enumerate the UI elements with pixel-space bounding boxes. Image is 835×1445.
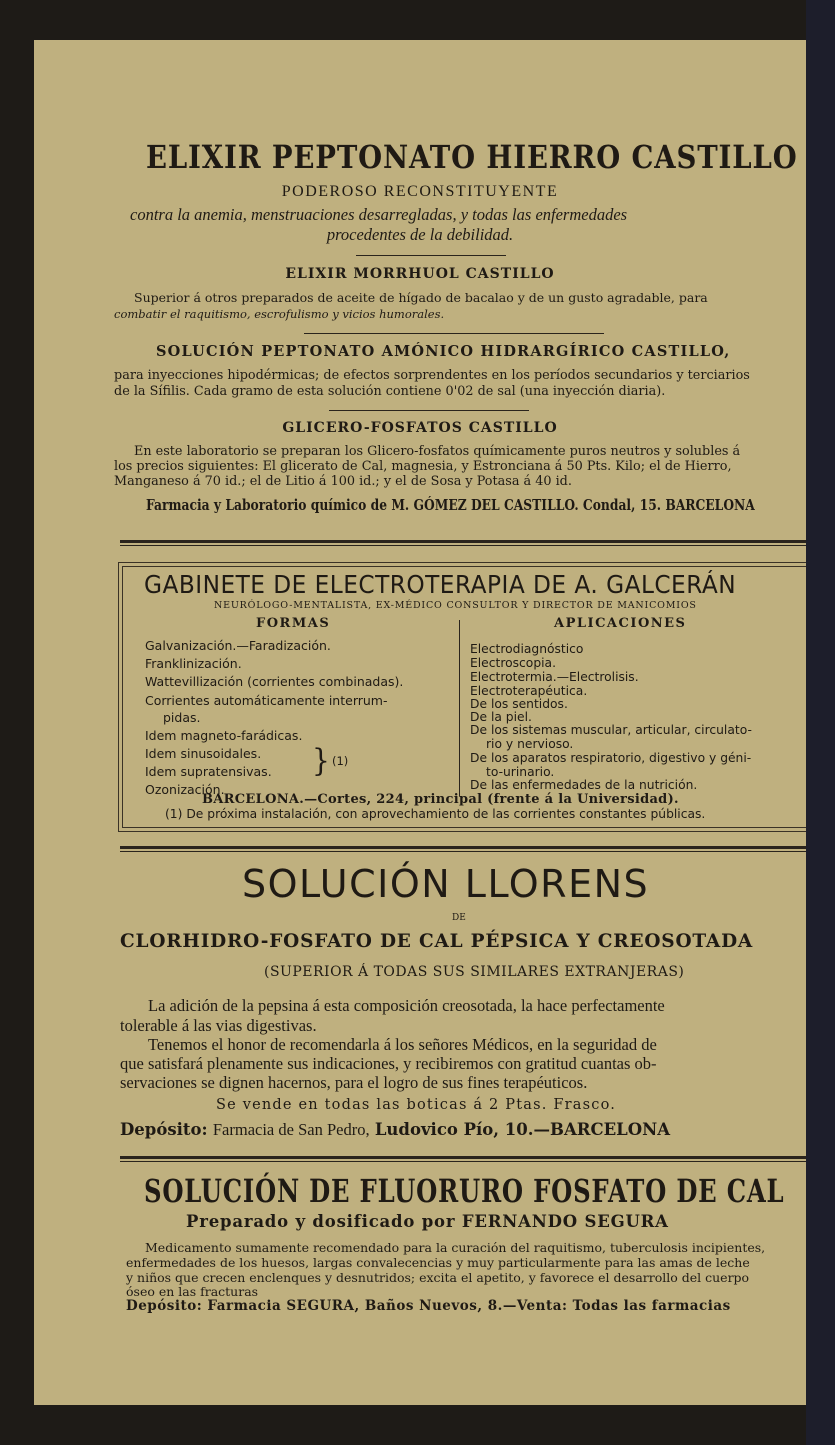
segura-deposit: Depósito: Farmacia SEGURA, Baños Nuevos, 8.—Venta: Todas las farmacias xyxy=(126,1298,731,1314)
brace: } xyxy=(312,742,330,779)
aplicacion-item: Electroterapéutica. xyxy=(470,684,588,698)
llorens-de: DE xyxy=(452,913,466,923)
segura-title: SOLUCIÓN DE FLUORURO FOSFATO DE CAL xyxy=(144,1172,785,1210)
forma-item: Franklinización. xyxy=(145,656,242,671)
elixir-line1: contra la anemia, menstruaciones desarregladas, y todas las enfermedades xyxy=(130,205,628,224)
aplicacion-item: Electrodiagnóstico xyxy=(470,642,584,656)
glicero-line1: En este laboratorio se preparan los Glicero-fosfatos químicamente puros neutros y solubles á xyxy=(134,444,741,459)
segura-line1: Medicamento sumamente recomendado para la curación del raquitismo, tuberculosis incipientes, xyxy=(145,1240,766,1255)
galceran-address: BARCELONA.—Cortes, 224, principal (frente á la Universidad). xyxy=(202,792,679,807)
section-rule xyxy=(120,545,806,546)
llorens-p2: tolerable á las vias digestivas. xyxy=(120,1016,317,1035)
galceran-footnote: (1) De próxima instalación, con aprovechamiento de las corrientes constantes públicas. xyxy=(165,807,706,821)
llorens-title: SOLUCIÓN LLORENS xyxy=(242,862,650,906)
peptonato-title: SOLUCIÓN PEPTONATO AMÓNICO HIDRARGÍRICO CASTILLO, xyxy=(156,343,731,360)
aplicacion-item: Electrotermia.—Electrolisis. xyxy=(470,670,639,684)
aplicaciones-heading: APLICACIONES xyxy=(554,616,687,631)
llorens-subtitle: CLORHIDRO-FOSFATO DE CAL PÉPSICA Y CREOSOTADA xyxy=(120,931,754,952)
morrhuol-title: ELIXIR MORRHUOL CASTILLO xyxy=(285,266,555,282)
morrhuol-line2: combatir el raquitismo, escrofulismo y vicios humorales. xyxy=(114,307,445,321)
divider xyxy=(356,255,506,256)
llorens-sale: Se vende en todas las boticas á 2 Ptas. Frasco. xyxy=(216,1097,617,1113)
morrhuol-line1: Superior á otros preparados de aceite de hígado de bacalao y de un gusto agradable, para xyxy=(134,290,708,305)
forma-item: Idem sinusoidales. xyxy=(145,746,262,761)
section-rule xyxy=(120,1161,806,1162)
aplicacion-item: De los sentidos. xyxy=(470,697,568,711)
llorens-p5: servaciones se dignen hacernos, para el logro de sus fines terapéuticos. xyxy=(120,1073,588,1092)
galceran-subtitle: NEURÓLOGO-MENTALISTA, EX-MÉDICO CONSULTOR Y DIRECTOR DE MANICOMIOS xyxy=(214,600,697,611)
aplicacion-item: De las enfermedades de la nutrición. xyxy=(470,778,698,792)
section-rule xyxy=(120,540,806,543)
glicero-line3: Manganeso á 70 id.; el de Litio á 100 id.; y el de Sosa y Potasa á 40 id. xyxy=(114,474,572,489)
llorens-deposit xyxy=(120,1120,670,1140)
divider xyxy=(329,410,529,411)
llorens-deposit-label: Depósito: xyxy=(120,1120,208,1139)
forma-item: Idem supratensivas. xyxy=(145,764,272,779)
elixir-title: ELIXIR PEPTONATO HIERRO CASTILLO xyxy=(146,138,798,176)
llorens-note: (SUPERIOR Á TODAS SUS SIMILARES EXTRANJERAS) xyxy=(264,964,685,980)
llorens-deposit-address: Ludovico Pío, 10.—BARCELONA xyxy=(374,1120,671,1139)
segura-subtitle: Preparado y dosificado por FERNANDO SEGURA xyxy=(186,1212,669,1231)
aplicacion-item: rio y nervioso. xyxy=(486,737,574,751)
peptonato-line2: de la Sífilis. Cada gramo de esta solución contiene 0'02 de sal (una inyección diaria). xyxy=(114,384,666,399)
segura-line3: y niños que crecen enclenques y desnutridos; excita el apetito, y favorece el desarrollo del cuerpo xyxy=(126,1270,750,1285)
elixir-subtitle: PODEROSO RECONSTITUYENTE xyxy=(281,183,559,200)
aplicacion-item: De los sistemas muscular, articular, circulato- xyxy=(470,723,752,737)
dark-edge xyxy=(806,0,835,1445)
llorens-p3: Tenemos el honor de recomendarla á los señores Médicos, en la seguridad de xyxy=(148,1035,657,1054)
peptonato-line1: para inyecciones hipodérmicas; de efectos sorprendentes en los períodos secundarios y terciarios xyxy=(114,368,750,383)
brace-note: (1) xyxy=(332,754,349,768)
glicero-pharmacy: Farmacia y Laboratorio químico de M. GÓMEZ DEL CASTILLO. Condal, 15. BARCELONA xyxy=(146,496,755,514)
section-rule xyxy=(120,851,806,852)
section-rule xyxy=(120,846,806,849)
aplicacion-item: Electroscopia. xyxy=(470,656,557,670)
segura-line4: óseo en las fracturas xyxy=(126,1284,259,1299)
segura-line2: enfermedades de los huesos, largas convalecencias y muy particularmente para las amas de leche xyxy=(126,1255,750,1270)
llorens-p1: La adición de la pepsina á esta composición creosotada, la hace perfectamente xyxy=(148,996,665,1015)
forma-item: Wattevillización (corrientes combinadas). xyxy=(145,674,404,689)
forma-item: Corrientes automáticamente interrum- xyxy=(145,693,388,708)
forma-item: pidas. xyxy=(163,710,201,725)
glicero-title: GLICERO-FOSFATOS CASTILLO xyxy=(282,420,558,436)
galceran-title: GABINETE DE ELECTROTERAPIA DE A. GALCERÁN xyxy=(144,570,737,599)
llorens-p4: que satisfará plenamente sus indicaciones, y recibiremos con gratitud cuantas ob- xyxy=(120,1054,657,1073)
divider xyxy=(304,333,604,334)
advertisement-page xyxy=(34,40,806,1405)
aplicacion-item: De los aparatos respiratorio, digestivo y géni- xyxy=(470,751,752,765)
section-rule xyxy=(120,1156,806,1159)
column-divider xyxy=(459,620,460,796)
formas-heading: FORMAS xyxy=(256,616,331,631)
glicero-line2: los precios siguientes: El glicerato de Cal, magnesia, y Estronciana á 50 Pts. Kilo; el de Hierro, xyxy=(114,459,732,474)
forma-item: Idem magneto-farádicas. xyxy=(145,728,303,743)
elixir-line2: procedentes de la debilidad. xyxy=(326,225,514,244)
llorens-deposit-text: Farmacia de San Pedro, xyxy=(212,1120,370,1139)
forma-item: Galvanización.—Faradización. xyxy=(145,638,331,653)
aplicacion-item: De la piel. xyxy=(470,710,532,724)
aplicacion-item: to-urinario. xyxy=(486,765,555,779)
forma-item: Ozonización. xyxy=(145,782,225,797)
